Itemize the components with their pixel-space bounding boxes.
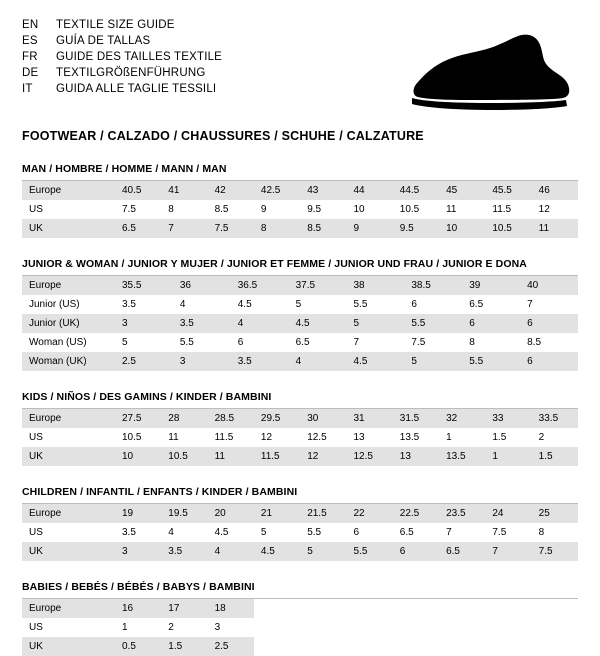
table-row xyxy=(22,542,578,561)
table-row xyxy=(22,599,578,618)
row-label: US xyxy=(29,432,43,443)
empty-cell xyxy=(439,599,485,618)
size-cell: 6 xyxy=(462,314,520,333)
language-code: DE xyxy=(22,67,39,79)
size-cell: 36.5 xyxy=(231,276,289,295)
size-cell: 7.5 xyxy=(122,204,136,215)
size-table xyxy=(22,181,578,238)
size-cell: 5.5 xyxy=(346,542,392,561)
size-cell: 22.5 xyxy=(393,504,439,523)
size-cell: 12.5 xyxy=(307,432,327,443)
size-cell: 5 xyxy=(295,299,302,310)
empty-cell xyxy=(254,599,300,618)
size-cell: 4 xyxy=(231,314,289,333)
table-row xyxy=(22,333,578,352)
size-cell: 5.5 xyxy=(462,352,520,371)
table-row xyxy=(22,504,578,523)
size-cell: 13.5 xyxy=(439,447,485,466)
size-cell: 8 xyxy=(254,219,300,238)
size-cell: 7.5 xyxy=(208,219,254,238)
size-cell: 31 xyxy=(346,409,392,428)
row-label: Europe xyxy=(22,409,115,428)
language-title-list xyxy=(22,16,222,96)
size-cell: 7.5 xyxy=(411,337,426,348)
size-cell: 3.5 xyxy=(122,527,136,538)
size-cell: 22 xyxy=(346,504,392,523)
dress-shoe-icon xyxy=(382,30,572,112)
size-cell: 42 xyxy=(208,181,254,200)
size-cell: 19.5 xyxy=(161,504,207,523)
size-cell: 4.5 xyxy=(347,352,405,371)
size-cell: 29.5 xyxy=(254,409,300,428)
size-cell: 4.5 xyxy=(289,314,347,333)
size-cell: 12 xyxy=(260,432,273,443)
row-label: US xyxy=(29,527,43,538)
size-cell: 32 xyxy=(439,409,485,428)
size-cell: 19 xyxy=(115,504,161,523)
size-cell: 8.5 xyxy=(300,219,346,238)
size-cell: 3 xyxy=(173,352,231,371)
size-cell: 3 xyxy=(115,314,173,333)
empty-cell xyxy=(439,637,485,656)
size-cell: 9 xyxy=(346,219,392,238)
footwear-category-title: FOOTWEAR / CALZADO / CHAUSSURES / SCHUHE / CALZATURE xyxy=(22,129,424,143)
size-cell: 28 xyxy=(161,409,207,428)
size-cell: 21.5 xyxy=(300,504,346,523)
size-cell: 6 xyxy=(520,352,578,371)
size-cell: 11 xyxy=(446,204,457,215)
size-cell: 9.5 xyxy=(307,204,322,215)
empty-cell xyxy=(393,637,439,656)
language-code: EN xyxy=(22,19,39,31)
size-cell: 39 xyxy=(462,276,520,295)
size-cell: 1 xyxy=(446,432,452,443)
size-cell: 28.5 xyxy=(208,409,254,428)
row-label: UK xyxy=(22,219,115,238)
size-cell: 12 xyxy=(300,447,346,466)
section-title: KIDS / NIÑOS / DES GAMINS / KINDER / BAMBINI xyxy=(22,391,578,409)
size-cell: 5 xyxy=(260,527,267,538)
size-cell: 36 xyxy=(173,276,231,295)
size-table xyxy=(22,599,578,656)
size-cell: 40 xyxy=(520,276,578,295)
empty-cell xyxy=(300,599,346,618)
size-cell: 20 xyxy=(208,504,254,523)
size-cell: 8 xyxy=(469,337,475,348)
size-cell: 4.5 xyxy=(254,542,300,561)
row-label: Europe xyxy=(22,599,115,618)
size-cell: 33 xyxy=(485,409,531,428)
empty-cell xyxy=(346,599,392,618)
size-cell: 43 xyxy=(300,181,346,200)
size-cell: 1 xyxy=(485,447,531,466)
size-cell: 1.5 xyxy=(161,637,207,656)
size-cell: 10.5 xyxy=(485,219,531,238)
size-cell: 40.5 xyxy=(115,181,161,200)
language-title: GUÍA DE TALLAS xyxy=(56,35,151,47)
size-cell: 31.5 xyxy=(393,409,439,428)
size-cell: 6.5 xyxy=(115,219,161,238)
size-cell: 11 xyxy=(168,432,179,443)
row-label: Woman (UK) xyxy=(22,352,115,371)
table-row xyxy=(22,523,578,542)
table-row xyxy=(22,352,578,371)
size-cell: 6 xyxy=(520,314,578,333)
size-cell: 5.5 xyxy=(404,314,462,333)
size-cell: 9.5 xyxy=(393,219,439,238)
row-label: Junior (US) xyxy=(29,299,80,310)
size-cell: 4 xyxy=(208,542,254,561)
size-cell: 23.5 xyxy=(439,504,485,523)
size-cell: 5.5 xyxy=(353,299,368,310)
size-cell: 4.5 xyxy=(237,299,252,310)
size-cell: 2 xyxy=(168,622,174,633)
size-cell: 6.5 xyxy=(439,542,485,561)
size-cell: 5.5 xyxy=(307,527,322,538)
size-cell: 38 xyxy=(347,276,405,295)
row-label: Woman (US) xyxy=(29,337,87,348)
size-cell: 18 xyxy=(208,599,254,618)
size-cell: 6 xyxy=(237,337,244,348)
size-cell: 33.5 xyxy=(532,409,578,428)
table-row xyxy=(22,295,578,314)
size-table xyxy=(22,504,578,561)
size-section xyxy=(22,391,578,466)
table-row xyxy=(22,447,578,466)
size-cell: 44.5 xyxy=(393,181,439,200)
size-cell: 21 xyxy=(254,504,300,523)
size-cell: 2.5 xyxy=(115,352,173,371)
size-cell: 3.5 xyxy=(161,542,207,561)
empty-cell xyxy=(532,618,578,637)
size-table xyxy=(22,276,578,371)
size-cell: 5 xyxy=(404,352,462,371)
empty-cell xyxy=(393,599,439,618)
size-table xyxy=(22,409,578,466)
empty-cell xyxy=(532,637,578,656)
size-cell: 5 xyxy=(300,542,346,561)
size-cell: 13.5 xyxy=(399,432,420,443)
empty-cell xyxy=(254,618,300,637)
row-label: US xyxy=(29,622,43,633)
size-cell: 10 xyxy=(439,219,485,238)
size-cell: 10.5 xyxy=(161,447,207,466)
row-label: US xyxy=(29,204,43,215)
row-label: UK xyxy=(22,447,115,466)
table-row xyxy=(22,219,578,238)
size-cell: 10 xyxy=(115,447,161,466)
row-label: Europe xyxy=(22,504,115,523)
section-title: MAN / HOMBRE / HOMME / MANN / MAN xyxy=(22,163,578,181)
language-title: GUIDA ALLE TAGLIE TESSILI xyxy=(56,83,217,95)
size-cell: 8 xyxy=(168,204,174,215)
size-cell: 11.5 xyxy=(254,447,300,466)
size-cell: 6 xyxy=(411,299,417,310)
size-cell: 3 xyxy=(115,542,161,561)
size-cell: 5 xyxy=(347,314,405,333)
size-cell: 8.5 xyxy=(214,204,229,215)
size-section xyxy=(22,163,578,238)
empty-cell xyxy=(300,618,346,637)
row-label: Junior (UK) xyxy=(22,314,115,333)
size-cell: 5.5 xyxy=(179,337,194,348)
section-title: CHILDREN / INFANTIL / ENFANTS / KINDER / BAMBINI xyxy=(22,486,578,504)
size-cell: 4 xyxy=(179,299,186,310)
size-cell: 3.5 xyxy=(231,352,289,371)
size-cell: 7 xyxy=(527,299,533,310)
empty-cell xyxy=(346,637,392,656)
size-cell: 27.5 xyxy=(115,409,161,428)
size-cell: 42.5 xyxy=(254,181,300,200)
language-row xyxy=(22,34,222,48)
size-cell: 10.5 xyxy=(399,204,420,215)
language-title: GUIDE DES TAILLES TEXTILE xyxy=(56,51,223,63)
size-cell: 2 xyxy=(538,432,545,443)
section-title: BABIES / BEBÉS / BÉBÉS / BABYS / BAMBINI xyxy=(22,581,578,599)
size-cell: 0.5 xyxy=(115,637,161,656)
size-cell: 6.5 xyxy=(399,527,414,538)
size-cell: 13 xyxy=(393,447,439,466)
size-cell: 16 xyxy=(115,599,161,618)
size-cell: 4 xyxy=(289,352,347,371)
table-row xyxy=(22,181,578,200)
size-cell: 25 xyxy=(532,504,578,523)
size-cell: 7.5 xyxy=(532,542,578,561)
size-cell: 24 xyxy=(485,504,531,523)
size-section xyxy=(22,486,578,561)
size-cell: 37.5 xyxy=(289,276,347,295)
size-cell: 5 xyxy=(122,337,128,348)
size-cell: 6.5 xyxy=(469,299,484,310)
size-cell: 38.5 xyxy=(404,276,462,295)
table-row xyxy=(22,276,578,295)
size-cell: 11.5 xyxy=(214,432,234,443)
size-cell: 7.5 xyxy=(492,527,507,538)
empty-cell xyxy=(300,637,346,656)
language-code: FR xyxy=(22,51,38,63)
table-row xyxy=(22,314,578,333)
empty-cell xyxy=(254,637,300,656)
size-cell: 2.5 xyxy=(208,637,254,656)
size-cell: 3.5 xyxy=(173,314,231,333)
size-cell: 45 xyxy=(439,181,485,200)
size-cell: 11 xyxy=(532,219,578,238)
size-cell: 4.5 xyxy=(214,527,229,538)
size-cell: 6 xyxy=(393,542,439,561)
language-code: IT xyxy=(22,83,33,95)
empty-cell xyxy=(532,599,578,618)
table-row xyxy=(22,200,578,219)
size-cell: 1.5 xyxy=(492,432,507,443)
size-cell: 13 xyxy=(353,432,365,443)
size-cell: 7 xyxy=(161,219,207,238)
language-row xyxy=(22,66,222,80)
row-label: UK xyxy=(22,637,115,656)
size-cell: 41 xyxy=(161,181,207,200)
size-cell: 12 xyxy=(538,204,550,215)
size-cell: 9 xyxy=(260,204,267,215)
row-label: UK xyxy=(22,542,115,561)
size-cell: 3 xyxy=(214,622,221,633)
size-section xyxy=(22,258,578,371)
size-cell: 17 xyxy=(161,599,207,618)
language-row xyxy=(22,18,222,32)
language-code: ES xyxy=(22,35,38,47)
table-row xyxy=(22,428,578,447)
size-cell: 12.5 xyxy=(346,447,392,466)
empty-cell xyxy=(485,618,531,637)
size-section xyxy=(22,581,578,656)
size-cell: 35.5 xyxy=(115,276,173,295)
table-row xyxy=(22,637,578,656)
size-cell: 7 xyxy=(446,527,452,538)
document-header xyxy=(22,16,578,112)
language-title: TEXTILGRÖßENFÜHRUNG xyxy=(56,67,206,79)
size-cell: 44 xyxy=(346,181,392,200)
empty-cell xyxy=(346,618,392,637)
size-cell: 45.5 xyxy=(485,181,531,200)
empty-cell xyxy=(485,637,531,656)
row-label: Europe xyxy=(22,276,115,295)
size-cell: 8.5 xyxy=(527,337,542,348)
size-cell: 10.5 xyxy=(122,432,142,443)
table-row xyxy=(22,618,578,637)
size-cell: 6.5 xyxy=(295,337,310,348)
size-sections xyxy=(22,163,578,656)
empty-cell xyxy=(485,599,531,618)
size-cell: 7 xyxy=(353,337,360,348)
size-cell: 6 xyxy=(353,527,360,538)
language-title: TEXTILE SIZE GUIDE xyxy=(56,19,175,31)
language-row xyxy=(22,82,222,96)
size-cell: 1.5 xyxy=(532,447,578,466)
section-title: JUNIOR & WOMAN / JUNIOR Y MUJER / JUNIOR ET FEMME / JUNIOR UND FRAU / JUNIOR E DONA xyxy=(22,258,578,276)
empty-cell xyxy=(393,618,439,637)
size-cell: 7 xyxy=(485,542,531,561)
size-cell: 3.5 xyxy=(122,299,136,310)
row-label: Europe xyxy=(22,181,115,200)
size-cell: 11 xyxy=(208,447,254,466)
size-cell: 8 xyxy=(538,527,545,538)
language-row xyxy=(22,50,222,64)
size-cell: 11.5 xyxy=(492,204,512,215)
size-cell: 10 xyxy=(353,204,365,215)
size-cell: 4 xyxy=(168,527,174,538)
table-row xyxy=(22,409,578,428)
size-cell: 30 xyxy=(300,409,346,428)
size-cell: 46 xyxy=(532,181,578,200)
empty-cell xyxy=(439,618,485,637)
size-cell: 1 xyxy=(122,622,128,633)
